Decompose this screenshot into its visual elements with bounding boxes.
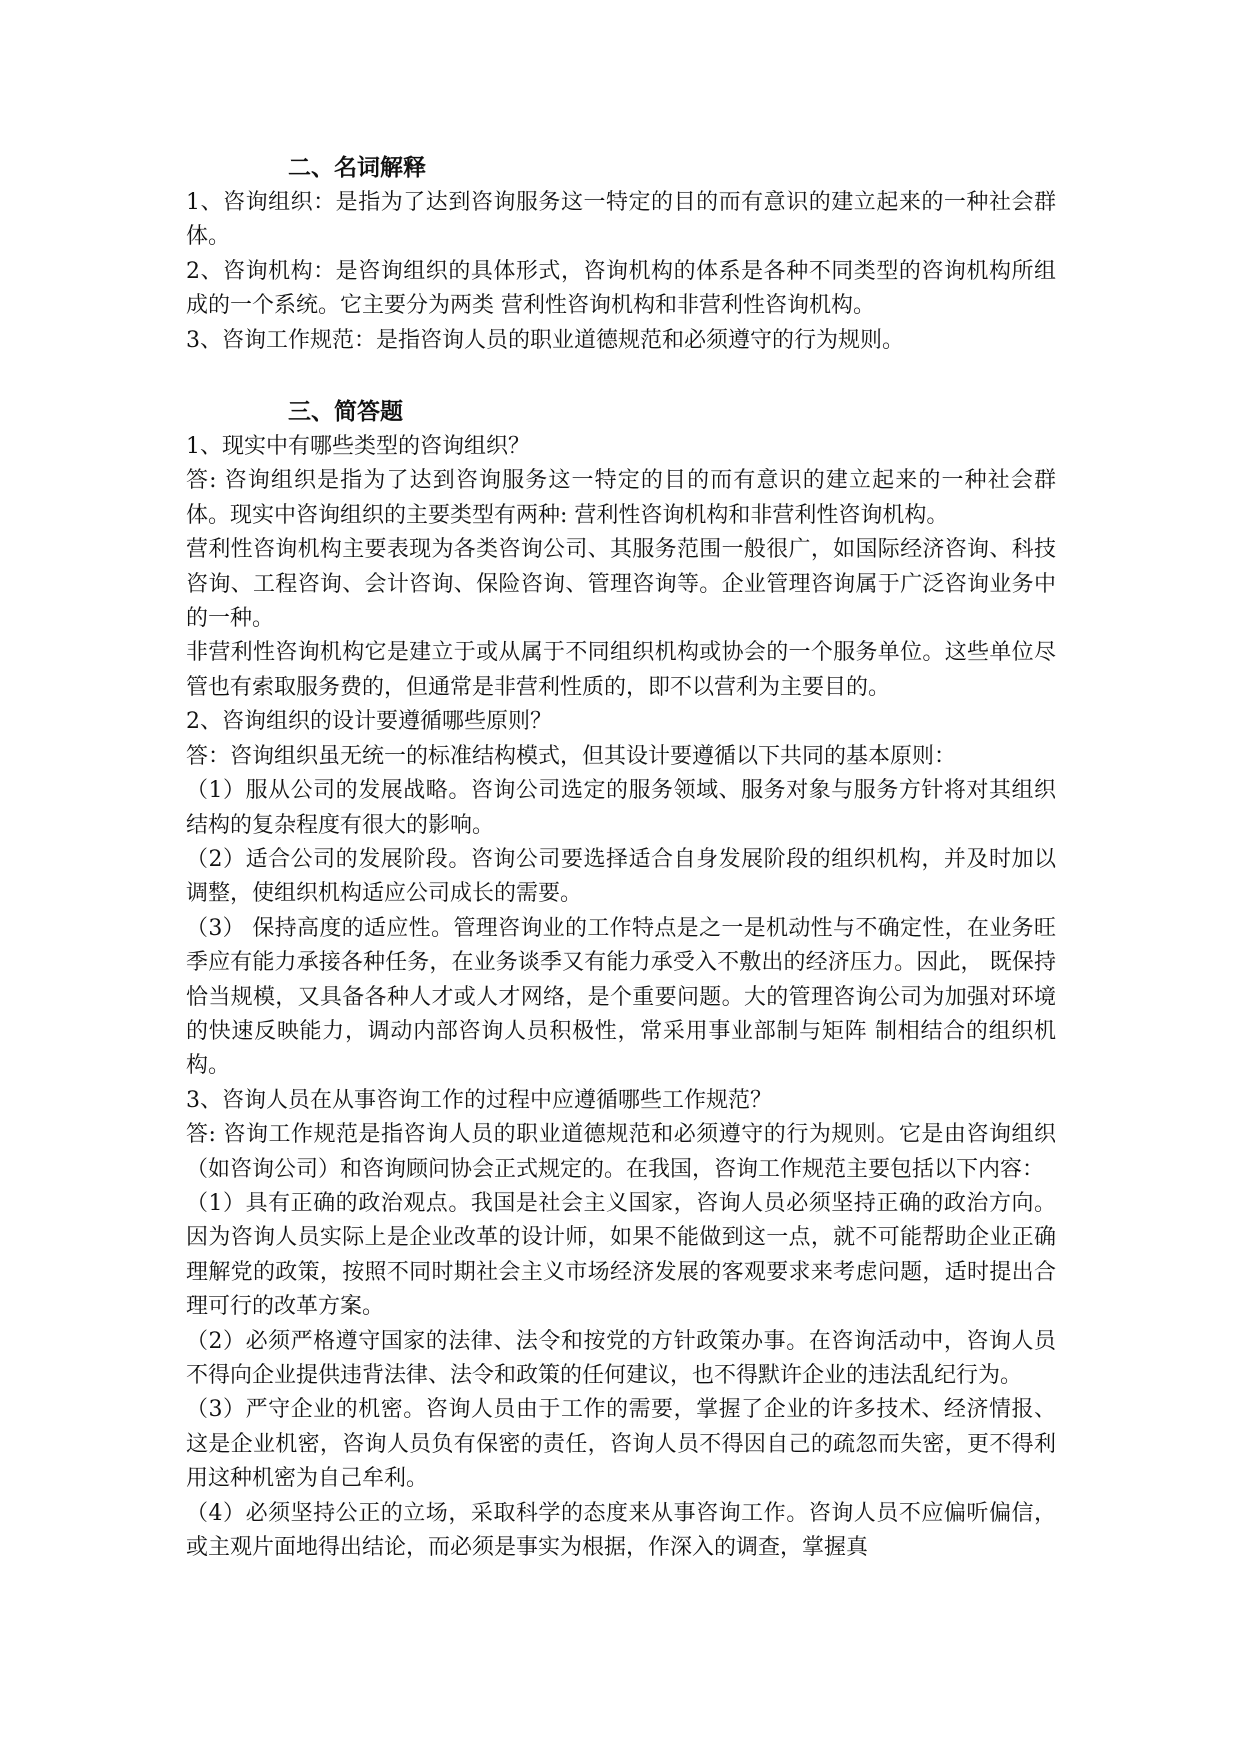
answer-paragraph: 答：咨询组织虽无统一的标准结构模式，但其设计要遵循以下共同的基本原则： xyxy=(186,743,957,769)
question-3: 3、咨询人员在从事咨询工作的过程中应遵循哪些工作规范？ xyxy=(186,1087,772,1113)
section-heading-short-answers: 三、简答题 xyxy=(288,398,403,426)
term-definition: 3、咨询工作规范：是指咨询人员的职业道德规范和必须遵守的行为规则。 xyxy=(186,327,904,353)
question-2: 2、咨询组织的设计要遵循哪些原则？ xyxy=(186,709,552,735)
answer-paragraph: （3）严守企业的机密。咨询人员由于工作的需要，掌握了企业的许多技术、经济情报、这是企业机密，咨询人员负有保密的责任，咨询人员不得因自己的疏忽而失密，更不得利用这种机密为自己牟利。 xyxy=(186,1397,1056,1492)
answer-paragraph: 非营利性咨询机构它是建立于或从属于不同组织机构或协会的一个服务单位。这些单位尽管也有索取服务费的，但通常是非营利性质的，即不以营利为主要目的。 xyxy=(186,640,1056,700)
answer-paragraph: （2）必须严格遵守国家的法律、法令和按党的方针政策办事。在咨询活动中，咨询人员不得向企业提供违背法律、法令和政策的任何建议，也不得默许企业的违法乱纪行为。 xyxy=(186,1328,1056,1388)
answer-paragraph: 营利性咨询机构主要表现为各类咨询公司、其服务范围一般很广，如国际经济咨询、科技咨询、工程咨询、会计咨询、保险咨询、管理咨询等。企业管理咨询属于广泛咨询业务中的一种。 xyxy=(186,537,1056,632)
term-definition: 1、咨询组织：是指为了达到咨询服务这一特定的目的而有意识的建立起来的一种社会群体。 xyxy=(186,190,1056,250)
answer-paragraph: （2）适合公司的发展阶段。咨询公司要选择适合自身发展阶段的组织机构，并及时加以调整，使组织机构适应公司成长的需要。 xyxy=(186,846,1056,907)
document-page xyxy=(186,150,1056,1565)
section-heading-terms: 二、名词解释 xyxy=(288,154,426,181)
question-1: 1、现实中有哪些类型的咨询组织？ xyxy=(186,434,530,460)
answer-paragraph: 答: 咨询组织是指为了达到咨询服务这一特定的目的而有意识的建立起来的一种社会群体。现实中咨询组织的主要类型有两种: 营利性咨询机构和非营利性咨询机构。 xyxy=(186,468,1056,528)
answer-paragraph: 答: 咨询工作规范是指咨询人员的职业道德规范和必须遵守的行为规则。它是由咨询组织（如咨询公司）和咨询顾问协会正式规定的。在我国，咨询工作规范主要包括以下内容： xyxy=(186,1122,1056,1182)
term-definition: 2、咨询机构：是咨询组织的具体形式，咨询机构的体系是各种不同类型的咨询机构所组成的一个系统。它主要分为两类 营利性咨询机构和非营利性咨询机构。 xyxy=(186,258,1056,319)
answer-paragraph: （4）必须坚持公正的立场，采取科学的态度来从事咨询工作。咨询人员不应偏听偏信，或主观片面地得出结论，而必须是事实为根据，作深入的调查，掌握真 xyxy=(186,1500,1056,1561)
answer-paragraph: （1）服从公司的发展战略。咨询公司选定的服务领域、服务对象与服务方针将对其组织结构的复杂程度有很大的影响。 xyxy=(186,778,1056,838)
answer-paragraph: （1）具有正确的政治观点。我国是社会主义国家，咨询人员必须坚持正确的政治方向。因为咨询人员实际上是企业改革的设计师，如果不能做到这一点，就不可能帮助企业正确理解党的政策，按照不同时期社会主义市场经济发展的客观要求来考虑问题，适时提出合理可行的改革方案。 xyxy=(186,1190,1056,1320)
answer-paragraph: （3） 保持高度的适应性。管理咨询业的工作特点是之一是机动性与不确定性，在业务旺季应有能力承接各种任务，在业务谈季又有能力承受入不敷出的经济压力。因此， 既保持恰当规模，又具备各种人才或人才网络，是个重要问题。大的管理咨询公司为加强对环境的快速反映能力，调动内部咨询人员积极性，常采用事业部制与矩阵 制相结合的组织机构。 xyxy=(186,915,1056,1079)
